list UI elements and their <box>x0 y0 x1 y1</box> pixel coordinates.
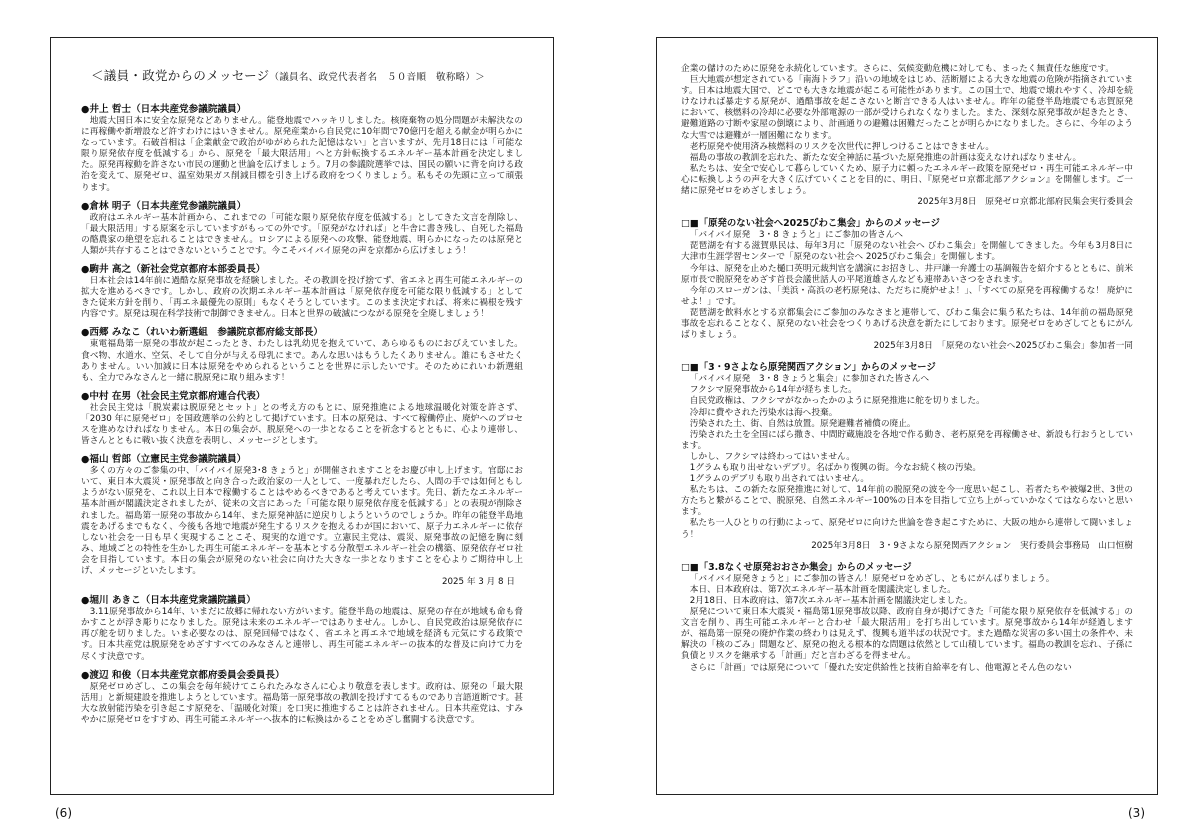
message-blocks <box>681 218 1133 673</box>
message-section <box>81 391 523 447</box>
block-paragraph: 「バイバイ原発 3・8 きょうと」にご参加の皆さんへ <box>689 230 903 241</box>
intro-paragraph: 福島の事故の教訓を忘れた、新たな安全神話に基づいた原発推進の計画は変えなければなりません。 <box>689 152 1082 163</box>
message-list <box>81 104 523 726</box>
page-number-right: (3) <box>1128 806 1145 820</box>
heading-note: （議員名、政党代表者名 ５０音順 敬称略）＞ <box>269 72 486 83</box>
message-section <box>81 104 523 194</box>
message-body: 地震大国日本に安全な原発などありません。能登地震でハッキリしました。核廃棄物の処分問題が未解決なのに再稼働や新増設など許すわけにはいきません。原発産業から自民党に10年間で70億円を超える献金が明らかになっています。石破首相は「企業献金で政治がゆがめられた記憶はない」と言いますが、先月18日には「可能な限り原発依存度を低減する」から、原発を「最大限活用」へと方針転換するエネルギー基本計画を決定しました。原発再稼動を許さない市民の運動と世論を広げましょう。7月の参議院選挙では、国民の願いに背を向ける政治を変えて、原発ゼロ、温室効果ガス削減目標を引き上げる政府をつくりましょう。私もその先頭に立って頑張ります。 <box>81 116 523 193</box>
message-section <box>81 454 523 588</box>
block-signature: 2025年3月8日 3・9さよなら原発関西アクション 実行委員会事務局 山口恒樹 <box>811 540 1133 551</box>
message-body: 3.11原発事故から14年、いまだに故郷に帰れない方がいます。能登半島の地震は、原発の存在が地域も命も脅かすことが浮き彫りになりました。原発は未来のエネルギーではありません。しかし、自民党政治は原発依存に再び舵を切りました。いま必要なのは、原発回帰ではなく、省エネと再エネで地域を経済も元気にする政策です。日本共産党は脱原発をめざすすべてのみなさんと連帯し、再生可能エネルギーの抜本的な普及に向けて力を尽くす決意です。 <box>81 607 523 662</box>
speaker-name: ●倉林 明子（日本共産党参議院議員） <box>81 200 247 212</box>
block-paragraph: 1グラムも取り出せないデブリ。名ばかり復興の街。今なお続く核の汚染。 <box>689 463 982 473</box>
message-section <box>81 201 523 257</box>
speaker-name: ●中村 在男（社会民主党京都府連合代表） <box>81 390 266 402</box>
intro-paragraph: 企業の儲けのために原発を永続化しています。さらに、気候変動危機に対しても、まったく無責任な態度です。 <box>681 64 1114 74</box>
intro-message <box>681 64 1133 197</box>
block-title: □■「3.8なくせ原発おおさか集会」からのメッセージ <box>681 561 912 573</box>
block-paragraph: 原発について東日本大震災・福島第1原発事故以降、政府自身が掲げてきた「可能な限り原発依存を低減する」の文言を削り、再生可能エネルギーと合わせ「最大限活用」を打ち出しています。原発事故から14年が経過しますが、福島第一原発の廃炉作業の終わりは見えず、復興も道半ばの状況です。また過酷な災害の多い国土の条件や、未解決の「核のごみ」問題など、原発の抱える根本的な問題は依然として山積しています。福島の教訓を忘れ、子孫に負債とリスクを継承する「計画」だと言わざるを得ません。 <box>681 607 1133 662</box>
speaker-name: ●駒井 高之（新社会党京都府本部委員長） <box>81 264 266 276</box>
block-paragraph: 琵琶湖を飲料水とする京都集会にご参加のみなさまと連帯して、びわこ集会に集う私たちは、14年前の福島原発事故を忘れることなく、原発のない社会をつくりあげる決意を新たにしております。原発ゼロをめざしてともにがんばりましょう。 <box>681 307 1133 341</box>
block-paragraph: 「バイバイ原発 3・8 きょうと集会」に参加された皆さんへ <box>689 374 930 385</box>
block-paragraph: 「バイバイ原発きょうと」にご参加の皆さん！原発ゼロをめざし、ともにがんばりましょう。 <box>689 573 1055 584</box>
block-paragraph: 汚染された土を全国にばら撒き、中間貯蔵施設を各地で作る動き、老朽原発を再稼働させ、新設も行おうとしています。 <box>681 429 1133 451</box>
intro-paragraph: 巨大地震が想定されている「南海トラフ」沿いの地域をはじめ、活断層による大きな地震の危険が指摘されています。日本は地震大国で、どこでも大きな地震が起こる可能性があります。この国土で、地震で壊れやすく、冷却を続けなければ暴走する原発が、過酷事故を起こさないと断言できる人はいません。昨年の能登半島地震でも志賀原発において、核燃料の冷却に必要な外部電源の一部が受けられなくなりました。また、深刻な原発事故が起きたとき、避難道路の寸断や家屋の倒壊により、計画通りの避難は困難だったことが明らかになりました。さらに、今年のような大雪では避難が一層困難になります。 <box>681 75 1133 141</box>
block-paragraph: 冷却に費やされた汚染水は海へ投棄。 <box>689 407 838 418</box>
intro-signature: 2025年3月8日 原発ゼロ京都北部府民集会実行委員会 <box>917 197 1133 208</box>
message-body: 日本社会は14年前に過酷な原発事故を経験しました。その教訓を投げ捨てず、省エネと再生可能エネルギーの拡大を進めるべきです。しかし、政府の次期エネルギー基本計画は「原発依存度を可能な限り低減する」としてきた従来方針を削り、「再エネ最優先の原則」もなくそうとしています。このまま決定すれば、将来に禍根を残す内容です。原発は現在科学技術で制御できません。日本と世界の破滅につながる原発を全廃しましょう！ <box>81 276 523 320</box>
block-paragraph: 私たち一人ひとりの行動によって、原発ゼロに向けた世論を巻き起こすために、大阪の地から連帯して闘いましょう！ <box>681 518 1133 540</box>
block-paragraph: さらに「計画」では原発について「優れた安定供給性と技術自給率を有し、他電源とそん色のない <box>689 662 1072 673</box>
message-section <box>81 670 523 726</box>
block-paragraph: 自民党政権は、フクシマがなかったかのように原発推進に舵を切りました。 <box>689 396 985 407</box>
block-paragraph: 汚染された土、街、自然は放置。原発避難者補償の廃止。 <box>689 418 916 429</box>
block-paragraph: 本日、日本政府は、第7次エネルギー基本計画を閣議決定しました。 <box>689 584 956 595</box>
heading-title: ＜議員・政党からのメッセージ <box>91 68 270 83</box>
message-body: 多くの方々のご参集の中、「バイバイ原発3･8 きょうと」が開催されますことをお慶び申し上げます。官邸において、東日本大震災・原発事故と向き合った政治家の一人として、一度暴れだしたら、人間の手では如何ともしようがない原発を、これ以上日本で稼働することはやめるべきであると考えています。先日、新たなエネルギー基本計画が閣議決定されましたが、従来の文言にあった「可能な限り原発依存度を低減する」との表現が削除されました。福島第一原発の事故から14年、また原発神話に逆戻りしようというのでしょうか。昨年の能登半島地震をあげるまでもなく、今後も各地で地震が発生するリスクを抱えるわが国において、原子力エネルギーに依存しない社会を一日も早く実現することこそ、現実的な道です。立憲民主党は、震災、原発事故の記憶を胸に刻み、地域ごとの特性を生かした再生可能エネルギーを基本とする分散型エネルギー社会の構築、原発依存ゼロ社会を目指しています。本日の集会が原発のない社会に向けた大きな一歩となりますことを心よりご期待申し上げ、メッセージといたします。 <box>81 466 523 576</box>
block-title: □■「3・9さよなら原発関西アクション」からのメッセージ <box>681 362 936 374</box>
intro-paragraph: 私たちは、安全で安心して暮らしていくため、原子力に頼ったエネルギー政策を原発ゼロ・再生可能エネルギー中心に転換しようの声を大きく広げていくことを目的に、明日、『原発ゼロ京都北部アクション』を開催します。ご一緒に原発ゼロをめざしましょう。 <box>681 163 1133 197</box>
block-signature: 2025年3月8日 「原発のない社会へ2025びわこ集会」参加者一同 <box>873 341 1133 352</box>
right-page <box>656 37 1158 795</box>
speaker-name: ●福山 哲郎（立憲民主党参議院議員） <box>81 454 247 466</box>
message-date: 2025 年 3 月 8 日 <box>441 577 515 588</box>
left-page <box>50 37 554 795</box>
speaker-name: ●西郷 みなこ（れいわ新選組 参議院京都府総支部長） <box>81 327 323 339</box>
speaker-name: ●堀川 あきこ（日本共産党衆議院議員） <box>81 595 256 607</box>
block-paragraph: しかし、フクシマは終わってはいません。 <box>689 451 855 462</box>
message-body: 原発ゼロめざし、この集会を毎年続けてこられたみなさんに心より敬意を表します。政府は、原発の「最大限活用」と新規建設を推進しようとしています。福島第一原発事故の教訓を投げすてるものであり言語道断です。甚大な放射能汚染を引き起こす原発を、「温暖化対策」を口実に推進することは許されません。日本共産党は、すみやかに原発ゼロをすすめ、再生可能エネルギーへ抜本的に転換はかることをめざし奮闘する決意です。 <box>81 681 523 725</box>
block-paragraph: フクシマ原発事故から14年が経ちました。 <box>689 385 857 396</box>
block-paragraph: 1グラムのデブリも取り出されてはいません。 <box>689 474 870 485</box>
page-heading <box>91 66 523 84</box>
block-paragraph: 今年は、原発を止めた樋口英明元裁判官を講演にお招きし、井戸謙一弁護士の基調報告を紹介するとともに、前米原市長で脱原発をめざす首長会議世話人の平尾道雄さんなども連帯あいさつをされます。 <box>681 263 1133 285</box>
block-paragraph: 私たちは、この新たな原発推進に対して、14年前の脱原発の波を今一度思い起こし、若者たちや被爆2世、3世の方たちと繋がることで、脱原発、自然エネルギー100%の日本を目指して立ち上がっていかなくてはならないと思います。 <box>681 485 1133 518</box>
message-body: 東電福島第一原発の事故が起こったとき、わたしは乳幼児を抱えていて、あらゆるものにおびえていました。食べ物、水道水、空気、そして自分が与える母乳にまで。あんな思いはもうしたくありません。誰にもさせたくありません。いい加減に日本は原発をやめられるということを世界に示したいです。そのためにれいわ新選組も、全力でみなさんと一緒に脱原発に取り組みます！ <box>81 339 523 383</box>
speaker-name: ●井上 哲士（日本共産党参議院議員） <box>81 104 247 115</box>
intro-paragraph: 老朽原発や使用済み核燃料のリスクを次世代に押しつけることはできません。 <box>689 141 995 152</box>
block-paragraph: 2月18日、日本政府は、第7次エネルギー基本計画を閣議決定しました。 <box>689 595 973 606</box>
page-number-left: (6) <box>55 806 72 820</box>
block-paragraph: 琵琶湖を有する滋賀県民は、毎年3月に「原発のない社会へ びわこ集会」を開催してきました。今年も3月8日に大津市生涯学習センターで「原発のない社会へ 2025びわこ集会」を開催します。 <box>681 241 1133 263</box>
message-body: 政府はエネルギー基本計画から、これまでの「可能な限り原発依存度を低減する」としてきた文言を削除し、「最大限活用」する原案を示していますがもっての外です。「原発がなければ」と牛舎に書き残し、自死した福島の酪農家の絶望を忘れることはできません。ロシアによる原発への攻撃、能登地震、明らかになったのは原発と人類が共存することはできないということです。今こそバイバイ原発の声を京都から広げましょう！ <box>81 212 523 256</box>
message-body: 社会民主党は「脱炭素は脱原発とセット」との考え方のもとに、原発推進による地球温暖化対策を許さず、「2030 年に原発ゼロ」を国政選挙の公約として掲げています。日本の原発は、すべて稼働停止、廃炉へのプロセスを進めなければなりません。本日の集会が、脱原発への一歩となることを祈念するとともに、心より連帯し、皆さんとともに戦い抜く決意を表明し、メッセージとします。 <box>81 402 523 447</box>
block-title: □■「原発のない社会へ2025びわこ集会」からのメッセージ <box>681 218 940 230</box>
speaker-name: ●渡辺 和俊（日本共産党京都府委員会委員長） <box>81 669 285 681</box>
message-section <box>81 264 523 320</box>
message-section <box>81 327 523 383</box>
message-section <box>81 595 523 662</box>
block-paragraph: 今年のスローガンは、「美浜・高浜の老朽原発は、ただちに廃炉せよ！」、「すべての原発を再稼働するな！ 廃炉にせよ！」です。 <box>681 285 1133 307</box>
